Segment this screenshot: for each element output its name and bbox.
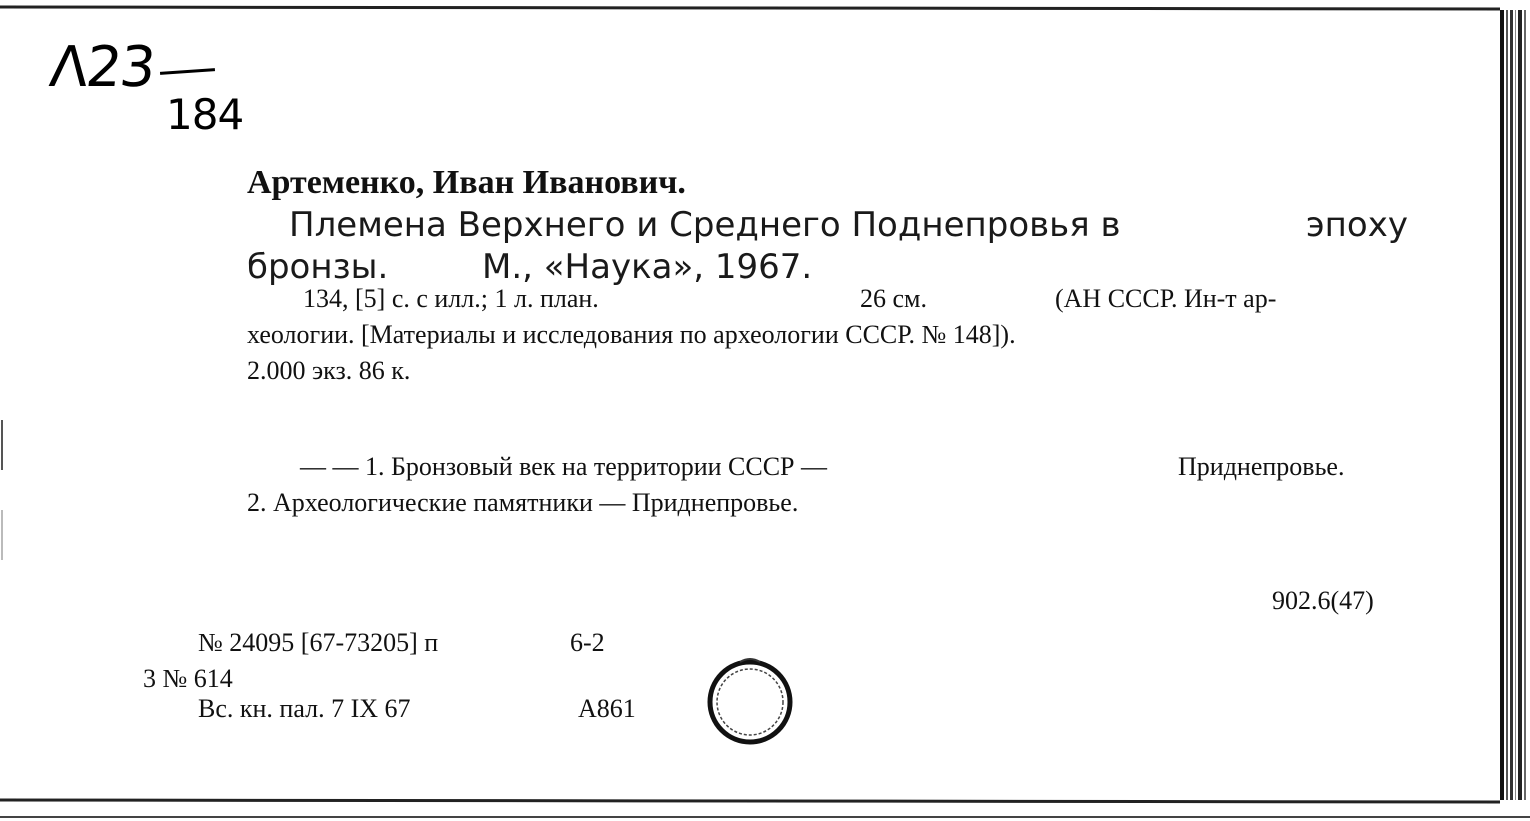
title-line-1: Племена Верхнего и Среднего Поднепровья в [289,205,1121,245]
collation-size: 26 см. [860,284,927,313]
shelf-mark-bottom: 184 [166,90,244,139]
series-start: (АН СССР. Ин-т ар- [1055,284,1277,313]
shelf-mark-top: Λ23 [46,35,158,100]
classification-number: 902.6(47) [1272,586,1374,615]
round-stamp [705,654,795,746]
registration-code: 6-2 [570,628,605,657]
series-line: хеологии. [Материалы и исследования по археологии СССР. № 148]). [247,320,1016,349]
title-line-1-end: эпоху [1306,205,1408,245]
order-number: 3 № 614 [143,664,233,693]
subject-heading-1-end: Приднепровье. [1178,452,1345,481]
subject-heading-1: — — 1. Бронзовый век на территории СССР — [300,452,828,481]
author-heading: Артеменко, Иван Иванович. [247,164,686,201]
chamber-code: А861 [578,694,636,723]
imprint: М., «Наука», 1967. [482,247,813,287]
registration-number: № 24095 [67-73205] п [198,628,439,657]
print-run-price: 2.000 экз. 86 к. [247,356,411,385]
subject-heading-2: 2. Археологические памятники — Приднепровье. [247,488,799,517]
collation-pages: 134, [5] с. с илл.; 1 л. план. [303,284,599,313]
card-right-edge [1500,10,1530,800]
chamber-date: Вс. кн. пал. 7 IX 67 [198,694,411,723]
title-line-2: бронзы. [247,247,389,287]
